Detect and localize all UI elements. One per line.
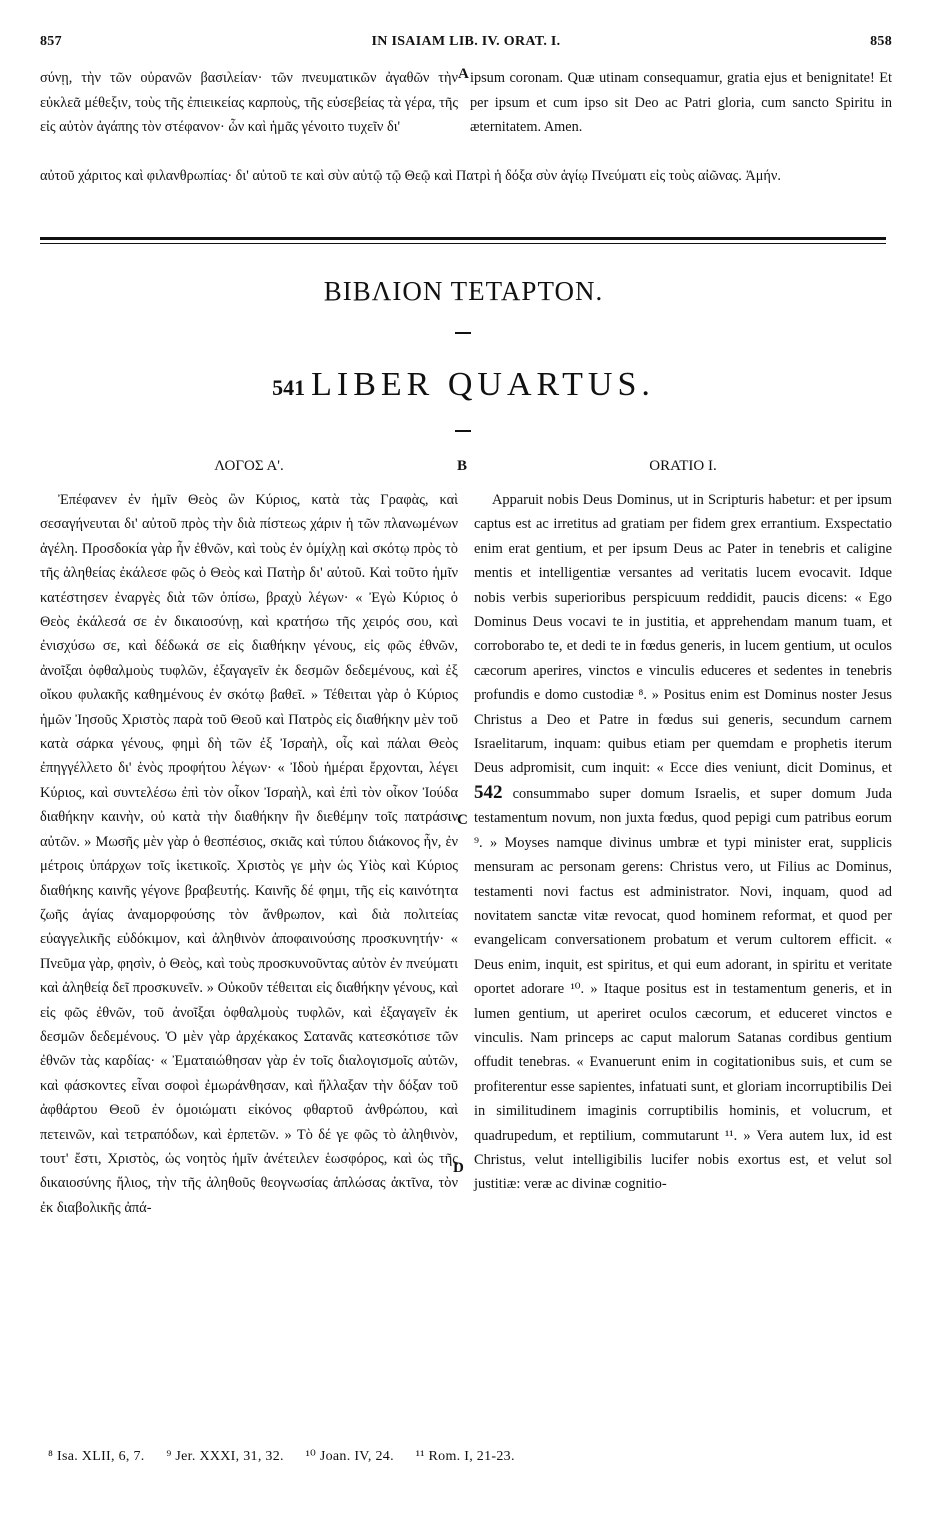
latin-text-part-2: consummabo super domum Israelis, et super domum Juda testamentum novum, non juxta fœdus, quod pepigi cum patribus eorum ⁹. » Moyses namque divinus umbræ et typi minister erat, supplicis mensuram ac personam gerens: Christus vero, ut Filius ac Dominus, testamenti novi factus est administrator. Novi, inquam, quod ad novitatem sanctæ vitæ revocat, quod hominem reformat, et quod per evangelicam conversationem probatum et verum cultorem efficit. « Deus enim, inquit, est spiritus, et qui eum adorant, in spiritu et veritate oportet adorare ¹⁰. » Itaque positus est in testamentum generis, et in lumen gentium, ut aperiret oculos cæcorum, et educeret vinctos e vinculis. Nam princeps ac caput malorum Satanas cordibus gentium offudit tenebras. « Evanuerunt enim in cogitationibus suis, et cum se profiterentur esse sapientes, infatuati sunt, et gloriam incorruptibilis Dei in similitudinem imaginis corruptibilis hominis, et volucrum, et quadrupedum, et reptilium, commutarunt ¹¹. » Vera autem lux, id est Christus, velut intelligibilis lucifer nobis exortus est, et velut sol justitiæ: veræ ac divinæ cognitio- [474,785,892,1193]
footnote: ¹¹ Rom. I, 21-23. [415,1449,515,1464]
greek-paragraph: Ἐπέφανεν ἐν ἡμῖν Θεὸς ὢν Κύριος, κατὰ τὰς Γραφὰς, καὶ σεσαγήνευται δι' αὐτοῦ πρὸς τὴν διὰ πίστεως χάριν ἡ τῶν πλανωμένων ἀγέλη. Προσδοκία γὰρ ἦν ἐθνῶν, καὶ τοὺς ἐν ὁμίχλῃ καὶ σκότῳ πρὸς τὸ τῆς ἀληθείας ἐκάλεσε φῶς ὁ Θεὸς καὶ Πατὴρ δι' αὐτοῦ. Καὶ τοῦτο ἡμῖν κατέστησεν ἐναργὲς διὰ τῶν ὀπίσω, βραχὺ λέγων· « Ἐγὼ Κύριος ὁ Θεὸς ἐκάλεσά σε ἐν δικαιοσύνῃ, καὶ κρατήσω τῆς χειρός σου, καὶ ἐνισχύσω σε, καὶ δέδωκά σε εἰς διαθήκην γένους, εἰς φῶς ἐθνῶν, ἀνοῖξαι ὀφθαλμοὺς τυφλῶν, ἐξαγαγεῖν ἐκ δεσμῶν δεδεμένους, καὶ ἐξ οἴκου φυλακῆς καθημένους ἐν σκότῳ βαθεῖ. » Τέθειται γὰρ ὁ Κύριος ἡμῶν Ἰησοῦς Χριστὸς παρὰ τοῦ Θεοῦ καὶ Πατρὸς εἰς διαθήκην μὲν τοῦ κατὰ σάρκα γένους, φημὶ δὴ τῶν ἐξ Ἰσραὴλ, οἷς καὶ πάλαι Θεὸς ἐπηγγέλλετο δι' ἑνὸς προφήτου λέγων· « Ἰδοὺ ἡμέραι ἔρχονται, λέγει Κύριος, καὶ συντελέσω ἐπὶ τὸν οἶκον Ἰσραὴλ, καὶ ἐπὶ τὸν οἶκον Ἰούδα διαθήκην καινὴν, οὐ κατὰ τὴν διαθήκην ἣν διεθέμην τοῖς πατράσιν αὐτῶν. » Μωσῆς μὲν γὰρ ὁ θεσπέσιος, σκιᾶς καὶ τύπου διάκονος ἦν, ἐν μέτροις ὑπάρχων τοῖς ἱκετικοῖς. Χριστὸς γε μὴν ὡς Υἱὸς καὶ Κύριος διαθήκης καινῆς γέγονε βραβευτής. Καινῆς δέ φημι, τῆς εἰς καινότητα ζωῆς ἁγίας ἀναμορφούσης τὸν ἄνθρωπον, καὶ διὰ πολιτείας εὐαγγελικῆς εὐδόκιμον, καὶ ἀληθινὸν ἀποφαινούσης προσκυνητήν· « Πνεῦμα γὰρ, φησὶν, ὁ Θεὸς, καὶ τοὺς προσκυνοῦντας αὐτὸν ἐν πνεύματι καὶ ἀληθείᾳ δεῖ προσκυνεῖν. » Οὐκοῦν τέθειται εἰς διαθήκην γένους, καὶ εἰς φῶς ἐθνῶν, τοῦ ἀνοῖξαι ὀφθαλμοὺς τυφλῶν, καὶ ἐξαγαγεῖν ἐκ δεσμῶν δεδεμένους. Ὁ μὲν γὰρ ἀρχέκακος Σατανᾶς κατεσκότισε τῶν ἐθνῶν τὰς καρδίας· « Ἐματαιώθησαν γὰρ ἐν τοῖς διαλογισμοῖς αὐτῶν, καὶ φάσκοντες εἶναι σοφοὶ ἐμωράνθησαν, καὶ ἤλλαξαν τὴν δόξαν τοῦ ἀφθάρτου Θεοῦ ἐν ὁμοιώματι εἰκόνος φθαρτοῦ ἀνθρώπου, καὶ πετεινῶν, καὶ τετραπόδων, καὶ ἑρπετῶν. » Τὸ δέ γε φῶς τὸ ἀληθινὸν, τουτ' ἔστι, Χριστὸς, ὡς νοητὸς ἡμῖν ἀνέτειλεν ἑωσφόρος, καὶ ὡς τῆς δικαιοσύνης ἥλιος, τὴν τῆς ἀληθοῦς θεογνωσίας ἁπλώσας ἀκτῖνα, τὸν ἐκ διαβολικῆς ἀπά- [40,492,458,1216]
footnote: ¹⁰ Joan. IV, 24. [305,1449,394,1464]
title-dash [455,430,471,432]
footnotes [48,1448,888,1465]
greek-section-heading: ΛΟΓΟΣ Α'. [214,458,284,474]
running-head [40,34,892,56]
latin-section-heading: ORATIO I. [649,458,717,474]
carryover-latin-text: ipsum coronam. Quæ utinam consequamur, gratia ejus et benignitate! Et per ipsum et cum ipso sit Deo ac Patri gloria, cum sancto Spiritu in æternitatem. Amen. [470,70,892,136]
latin-paragraph [474,488,892,1197]
footnote: ⁹ Jer. XXXI, 31, 32. [166,1449,284,1464]
column-number: 541 [272,375,306,400]
latin-text-part-1: Apparuit nobis Deus Dominus, ut in Scripturis habetur: et per ipsum captus est ac irretitus ad gratiam per fidem grex errantium. Exspectatio enim erat gentium, et per ipsum Deus ac Pater in tenebris et caligine mentis et intelligentiæ versantes ad veritatis lucem evocavit. Idque nobis verbis superioribus perspicuum reddidit, paucis dicens: « Ego Dominus Deus vocavi te in justitia, et apprehendam manum tuam, et corroborabo te, et dedi te in fœdus generis, in lucem gentium, ut oculos cæcorum aperires, vinctos e vinculis educeres et sedentes in tenebris profundis e domo custodiæ ⁸. » Positus enim est Dominus noster Jesus Christus a Deo et Patre in fœdus sui generis, secundum carnem Israelitarum, inquam: quibus etiam per quemdam e prophetis iterum Deus adpromisit, cum inquit: « Ecce dies veniunt, dicit Dominus, et [474,492,892,777]
margin-letter-c: C [457,812,468,828]
running-title: IN ISAIAM LIB. IV. ORAT. I. [371,34,561,49]
margin-letter-d: D [453,1160,464,1176]
left-page-number: 857 [40,34,62,49]
section-divider-rule [40,237,886,240]
carryover-greek-text: σύνῃ, τὴν τῶν οὐρανῶν βασιλείαν· τῶν πνευματικῶν ἀγαθῶν τὴν εὐκλεᾶ μέθεξιν, τοὺς τῆς ἐπιεικείας καρποὺς, τῆς εὐσεβείας τὰ γέρα, τῆς εἰς αὐτὸν ἀγάπης τὸν στέφανον· ὧν καὶ ἡμᾶς γένοιτο τυχεῖν δι' [40,70,458,136]
right-page-number: 858 [870,34,892,49]
margin-letter-b: B [457,458,468,474]
latin-text-column [474,488,892,1197]
book-title-latin [0,366,927,404]
greek-text-column [40,488,458,1220]
margin-letter-a: A [458,66,469,82]
book-title-latin-text: LIBER QUARTUS. [311,366,655,403]
book-title-greek: ΒΙΒΛΙΟΝ ΤΕΤΑΡΤΟΝ. [323,276,604,306]
title-dash [455,332,471,334]
carryover-greek-continuation: αὐτοῦ χάριτος καὶ φιλανθρωπίας· δι' αὐτοῦ τε καὶ σὺν αὐτῷ τῷ Θεῷ καὶ Πατρὶ ἡ δόξα σὺν ἁγίῳ Πνεύματι εἰς τοὺς αἰῶνας. Ἀμήν. [40,168,781,184]
footnote: ⁸ Isa. XLII, 6, 7. [48,1449,145,1464]
inline-column-number: 542 [474,781,503,803]
section-divider-rule-thin [40,243,886,244]
